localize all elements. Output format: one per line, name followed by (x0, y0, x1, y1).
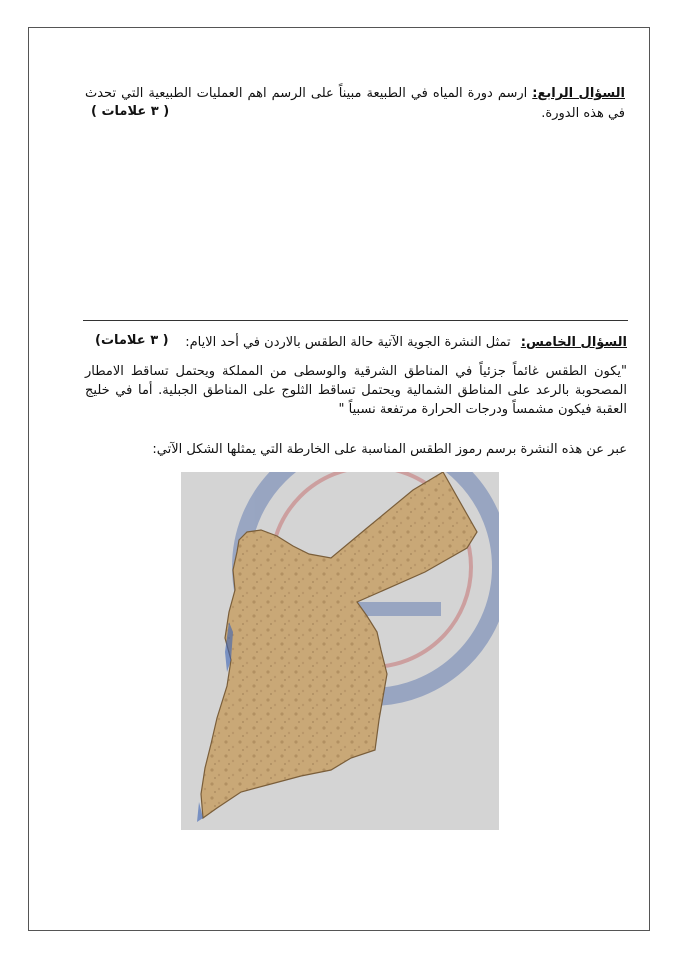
question-four-text: ارسم دورة المياه في الطبيعة مبيناً على الرسم اهم العمليات الطبيعية التي تحدث في هذه الدورة. (85, 86, 625, 121)
jordan-map-svg (181, 472, 499, 830)
question-five-intro: تمثل النشرة الجوية الآتية حالة الطقس بالاردن في أحد الايام: (185, 335, 511, 350)
question-five-title: السؤال الخامس: (520, 335, 627, 350)
question-four-marks: ( ٣ علامات ) (91, 104, 170, 119)
weather-bulletin-text: "يكون الطقس غائماً جزئياً في المناطق الشرقية والوسطى من المملكة ويحتمل تساقط الامطار المصحوبة بالرعد على المناطق الشمالية ويحتمل تساقط الثلوج على المناطق الجبلية. أما في خليج العقبة فيكون مشمساً ودرجات الحرارة مرتفعة نسبياً " (85, 364, 627, 417)
question-five-marks: ( ٣ علامات) (95, 333, 169, 348)
section-divider (83, 320, 628, 321)
question-five-instruction: عبر عن هذه النشرة برسم رموز الطقس المناسبة على الخارطة التي يمثلها الشكل الآتي: (152, 442, 627, 457)
jordan-map-figure (181, 472, 499, 830)
exam-page (28, 27, 650, 931)
question-four-title: السؤال الرابع: (532, 86, 625, 101)
